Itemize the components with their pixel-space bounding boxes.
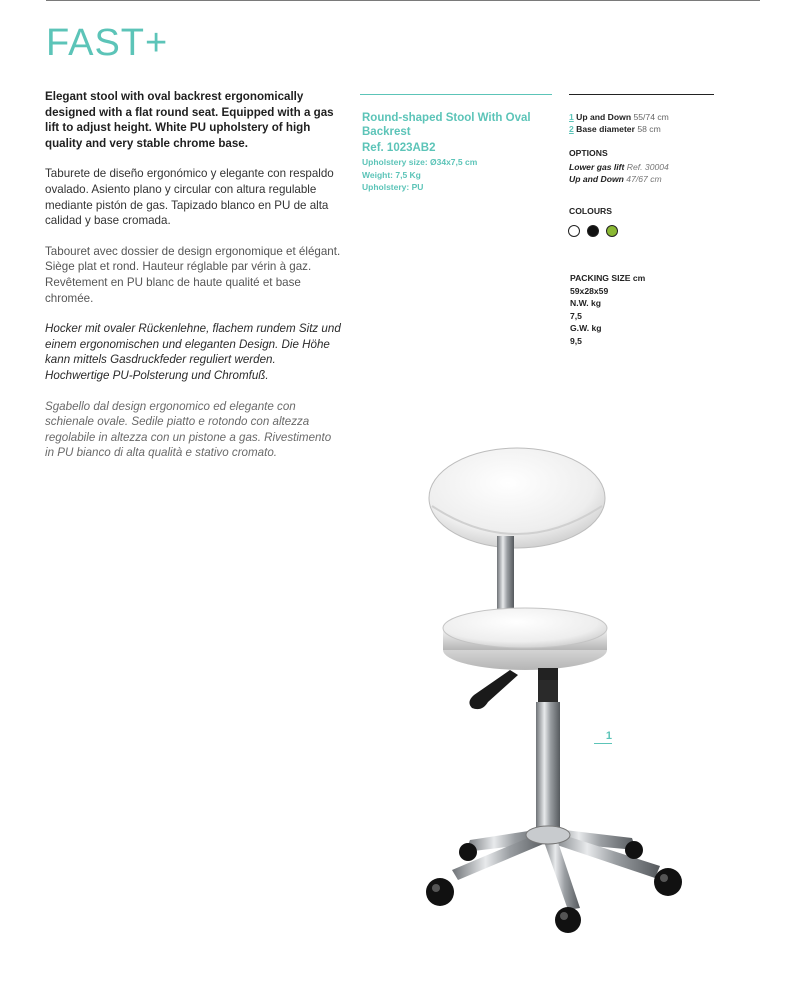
option-label: Up and Down	[569, 174, 624, 184]
colour-swatches	[568, 225, 618, 237]
spec-upholstery-size: Upholstery size: Ø34x7,5 cm	[362, 157, 478, 167]
option-label: Lower gas lift	[569, 162, 625, 172]
description-italian: Sgabello dal design ergonomico ed elegante con schienale ovale. Sedile piatto e rotondo con altezza regolabile in altezza con un pistone a gas. Rivestimento in PU bianco di alta qualità e stativo cromato.	[45, 399, 332, 460]
dimension-row	[569, 111, 669, 123]
packing-info	[570, 272, 645, 348]
spec-upholstery: Upholstery: PU	[362, 182, 424, 192]
brand-title: FAST+	[46, 22, 169, 64]
description-english: Elegant stool with oval backrest ergonomically designed with a flat round seat. Equipped with a gas lift to adjust height. White PU upholstery of high quality and very stable chrome base.	[45, 90, 334, 150]
dimensions-list	[569, 111, 669, 135]
dimension-value: 55/74 cm	[633, 112, 669, 122]
net-weight-label: N.W. kg	[570, 298, 602, 309]
dimension-number: 2	[569, 124, 574, 134]
stool-product-image	[410, 440, 700, 940]
colour-swatch-green[interactable]	[606, 225, 618, 237]
dimension-row	[569, 123, 669, 135]
option-row	[569, 161, 669, 173]
product-reference: Ref. 1023AB2	[362, 142, 436, 154]
description-german: Hocker mit ovaler Rückenlehne, flachem rundem Sitz und einem ergonomischen und eleganten Design. Die Höhe kann mittels Gasdruckfeder reguliert werden. Hochwertige PU-Polsterung und Chromfuß.	[45, 322, 341, 382]
gross-weight-label: G.W. kg	[570, 323, 602, 334]
dimension-label: Base diameter	[576, 124, 635, 134]
description-french: Tabouret avec dossier de design ergonomique et élégant. Siège plat et rond. Hauteur réglable par vérin à gaz. Revêtement en PU blanc de haute qualité et base chromée.	[45, 244, 341, 305]
product-divider	[360, 94, 552, 95]
dimension-value: 58 cm	[637, 124, 661, 134]
colour-swatch-white[interactable]	[568, 225, 580, 237]
packing-heading: PACKING SIZE cm	[570, 273, 646, 283]
option-row	[569, 173, 669, 185]
options-list	[569, 161, 669, 185]
options-heading: OPTIONS	[569, 148, 608, 158]
description-spanish: Taburete de diseño ergonómico y elegante con respaldo ovalado. Asiento plano y circular con altura regulable mediante pistón de gas. Tapizado blanco en PU de alta calidad y base cromada.	[45, 167, 334, 228]
colour-swatch-black[interactable]	[587, 225, 599, 237]
specs-divider	[569, 94, 714, 95]
dimension-callout: 1	[594, 730, 612, 744]
description-block	[45, 89, 341, 476]
top-divider	[46, 0, 760, 1]
dimension-number: 1	[569, 112, 574, 122]
packing-size: 59x28x59	[570, 285, 609, 296]
product-specs	[362, 156, 477, 194]
option-value: Ref. 30004	[626, 162, 669, 172]
net-weight-value: 7,5	[570, 310, 582, 321]
colours-heading: COLOURS	[569, 206, 612, 216]
spec-weight: Weight: 7,5 Kg	[362, 169, 421, 180]
gross-weight-value: 9,5	[570, 335, 582, 346]
dimension-label: Up and Down	[576, 112, 632, 122]
option-value: 47/67 cm	[626, 174, 662, 184]
product-title: Round-shaped Stool With Oval Backrest	[362, 112, 531, 138]
